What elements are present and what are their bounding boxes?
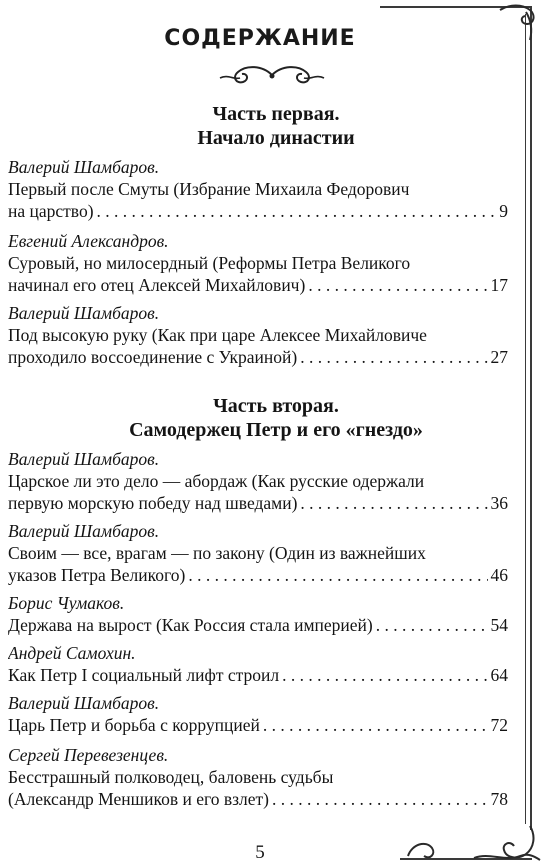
- entry-page-number: 72: [490, 715, 508, 735]
- entry-title-last-line: [8, 788, 508, 810]
- page-title: СОДЕРЖАНИЕ: [164, 26, 356, 51]
- toc-entry: [8, 592, 508, 636]
- entry-title-text: указов Петра Великого): [8, 565, 186, 585]
- entry-title-last-line: [8, 614, 508, 636]
- page-number: 5: [255, 842, 265, 863]
- entry-title-text: первую морскую победу над шведами): [8, 493, 298, 513]
- entry-title-last-line: [8, 564, 508, 586]
- dot-leader: [300, 346, 487, 368]
- part-one-title: [0, 102, 552, 150]
- entry-author: Валерий Шамбаров.: [8, 303, 160, 323]
- toc-entry: [8, 744, 508, 810]
- entry-author: Евгений Александров.: [8, 231, 169, 251]
- entry-title-text: проходило воссоединение с Украиной): [8, 347, 298, 367]
- entry-page-number: 27: [490, 347, 508, 367]
- toc-entry: [8, 448, 508, 514]
- entry-title-text: на царство): [8, 201, 94, 221]
- entry-page-number: 78: [490, 789, 508, 809]
- dot-leader: [272, 788, 487, 810]
- entry-title-text: Как Петр I социальный лифт строил: [8, 665, 280, 685]
- dot-leader: [376, 614, 488, 636]
- toc-entry: [8, 230, 508, 296]
- entry-author: Валерий Шамбаров.: [8, 693, 160, 713]
- toc-entry: [8, 520, 508, 586]
- entry-title-line: Суровый, но милосердный (Реформы Петра Великого: [8, 253, 411, 273]
- dot-leader: [300, 492, 487, 514]
- entry-title-last-line: [8, 492, 508, 514]
- entry-title-last-line: [8, 664, 508, 686]
- dot-leader: [188, 564, 487, 586]
- toc-entry: [8, 692, 508, 736]
- dot-leader: [263, 714, 488, 736]
- entry-author: Борис Чумаков.: [8, 593, 125, 613]
- entry-page-number: 17: [490, 275, 508, 295]
- toc-entry: [8, 302, 508, 368]
- entry-page-number: 36: [490, 493, 508, 513]
- entry-page-number: 9: [499, 201, 508, 221]
- entry-page-number: 46: [490, 565, 508, 585]
- entry-title-line: Своим — все, врагам — по закону (Один из важнейших: [8, 543, 426, 563]
- entry-page-number: 64: [490, 665, 508, 685]
- part-one-title-line1: Часть первая.: [212, 103, 340, 125]
- part-two-title: [0, 394, 552, 442]
- dot-leader: [308, 274, 487, 296]
- dot-leader: [97, 200, 497, 222]
- toc-entry: [8, 156, 508, 222]
- entry-title-text: (Александр Меншиков и его взлет): [8, 789, 270, 809]
- entry-author: Валерий Шамбаров.: [8, 521, 160, 541]
- entry-title-last-line: [8, 200, 508, 222]
- entry-title-line: Царское ли это дело — абордаж (Как русские одержали: [8, 471, 425, 491]
- entry-title-last-line: [8, 346, 508, 368]
- entry-title-text: начинал его отец Алексей Михайлович): [8, 275, 306, 295]
- entry-title-last-line: [8, 274, 508, 296]
- part-two-title-line2: Самодержец Петр и его «гнездо»: [129, 419, 423, 441]
- part-two-title-line1: Часть вторая.: [213, 395, 339, 417]
- entry-title-line: Под высокую руку (Как при царе Алексее Михайловиче: [8, 325, 427, 345]
- title-flourish-icon: [214, 62, 330, 88]
- entry-author: Валерий Шамбаров.: [8, 449, 160, 469]
- entry-title-text: Царь Петр и борьба с коррупцией: [8, 715, 260, 735]
- toc-entry: [8, 642, 508, 686]
- entry-author: Валерий Шамбаров.: [8, 157, 160, 177]
- entry-author: Сергей Перевезенцев.: [8, 745, 169, 765]
- entry-title-text: Держава на вырост (Как Россия стала империей): [8, 615, 373, 635]
- entry-title-line: Бесстрашный полководец, баловень судьбы: [8, 767, 334, 787]
- dot-leader: [282, 664, 487, 686]
- entry-title-line: Первый после Смуты (Избрание Михаила Федорович: [8, 179, 410, 199]
- entry-page-number: 54: [490, 615, 508, 635]
- part-one-title-line2: Начало династии: [197, 127, 355, 149]
- entry-title-last-line: [8, 714, 508, 736]
- entry-author: Андрей Самохин.: [8, 643, 136, 663]
